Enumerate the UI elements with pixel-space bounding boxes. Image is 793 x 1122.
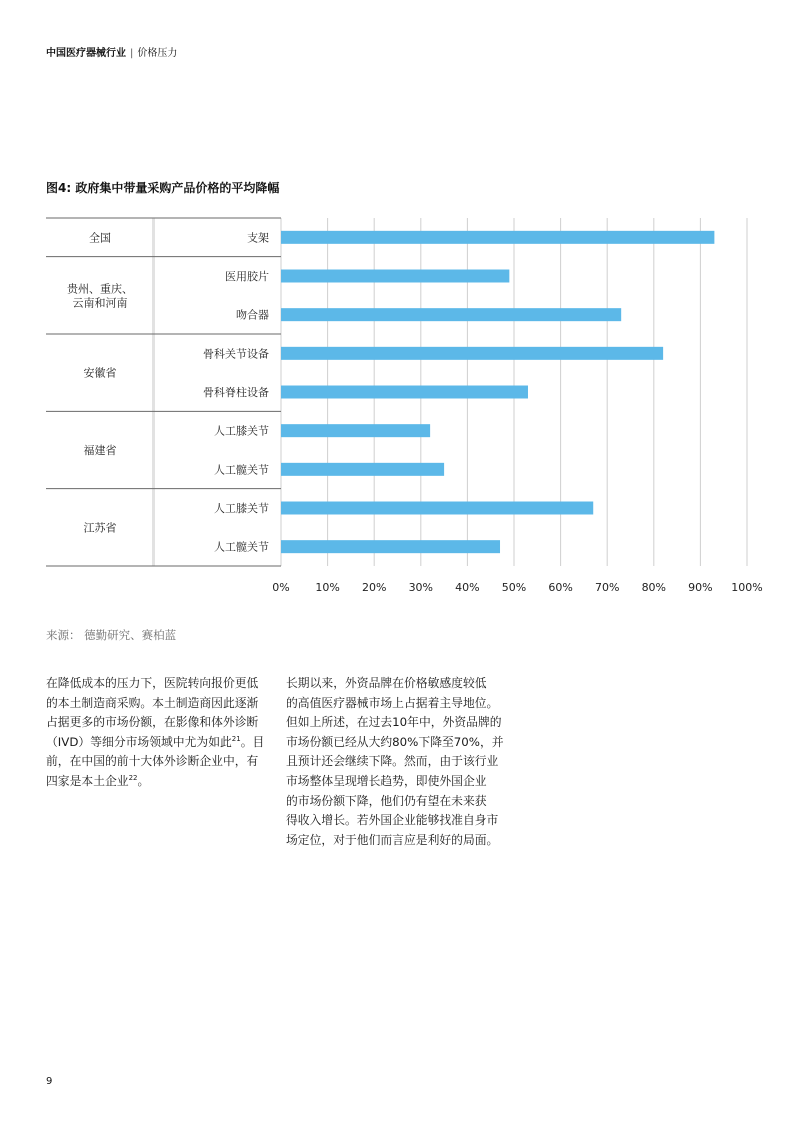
region-label: 全国 xyxy=(89,231,111,245)
left-line-6-end: 。 xyxy=(137,773,150,788)
category-label: 医用胶片 xyxy=(225,270,269,283)
column-separator xyxy=(152,218,155,566)
x-tick-label: 60% xyxy=(548,581,573,594)
body-paragraph-right xyxy=(286,674,510,850)
figure-title: 图4: 政府集中带量采购产品价格的平均降幅 xyxy=(46,181,280,195)
right-line-2: 的高值医疗器械市场上占据着主导地位。 xyxy=(286,695,499,710)
report-title: 中国医疗器械行业 xyxy=(46,48,126,59)
x-tick-label: 80% xyxy=(641,581,667,594)
right-line-6: 市场整体呈现增长趋势，即使外国企业 xyxy=(286,773,487,788)
right-line-9: 场定位，对于他们而言应是利好的局面。 xyxy=(286,832,499,847)
x-tick-label: 100% xyxy=(731,581,763,594)
category-label: 人工髋关节 xyxy=(214,540,269,554)
bar xyxy=(281,424,430,437)
page-number: 9 xyxy=(46,1076,53,1087)
right-line-4: 市场份额已经从大约80%下降至70%，并 xyxy=(286,734,504,749)
left-line-5: 前，在中国的前十大体外诊断企业中，有 xyxy=(46,754,259,769)
bar xyxy=(281,540,500,553)
left-line-6: 四家是本土企业 xyxy=(46,773,129,788)
bar xyxy=(281,347,663,360)
x-tick-label: 30% xyxy=(408,581,434,594)
footnote-ref-21: 21 xyxy=(231,734,241,743)
x-tick-label: 0% xyxy=(272,581,290,594)
left-line-4-end: 。目 xyxy=(240,734,265,749)
category-label: 骨科关节设备 xyxy=(203,347,269,361)
x-tick-label: 20% xyxy=(361,581,387,594)
bar xyxy=(281,270,509,283)
category-label: 人工膝关节 xyxy=(214,502,269,515)
section-title: 价格压力 xyxy=(137,48,178,59)
x-tick-label: 40% xyxy=(455,581,480,594)
left-line-2: 的本土制造商采购。本土制造商因此逐渐 xyxy=(46,695,259,710)
right-line-5: 且预计还会继续下降。然而，由于该行业 xyxy=(286,754,499,769)
category-label: 骨科脊柱设备 xyxy=(203,386,269,399)
bar xyxy=(281,308,621,321)
right-line-8: 得收入增长。若外国企业能够找准自身市 xyxy=(286,813,499,828)
region-label: 江苏省 xyxy=(83,521,117,535)
right-line-7: 的市场份额下降，他们仍有望在未来获 xyxy=(286,793,487,808)
region-label: 安徽省 xyxy=(83,366,117,380)
category-label: 人工髋关节 xyxy=(214,463,269,477)
region-label: 云南和河南 xyxy=(72,296,128,310)
x-tick-label: 70% xyxy=(594,581,620,594)
header-separator: | xyxy=(130,48,134,59)
bar xyxy=(281,502,593,515)
category-label: 人工膝关节 xyxy=(214,424,269,438)
x-tick-label: 90% xyxy=(688,581,713,594)
left-line-4: （IVD）等细分市场领域中尤为如此 xyxy=(46,734,232,749)
footnote-ref-22: 22 xyxy=(128,774,138,783)
right-line-1: 长期以来，外资品牌在价格敏感度较低 xyxy=(286,676,487,690)
category-label: 支架 xyxy=(247,231,269,245)
right-line-3: 但如上所述，在过去10年中，外资品牌的 xyxy=(286,715,502,730)
region-label: 贵州、重庆、 xyxy=(67,282,133,296)
region-label: 福建省 xyxy=(83,444,117,457)
bar xyxy=(281,231,714,244)
body-paragraph-left xyxy=(46,674,272,792)
bar xyxy=(281,386,528,399)
x-tick-label: 50% xyxy=(501,581,527,594)
figure-source: 来源： 德勤研究、赛柏蓝 xyxy=(46,628,177,642)
left-line-1: 在降低成本的压力下，医院转向报价更低 xyxy=(46,676,259,690)
bar xyxy=(281,463,444,476)
x-tick-label: 10% xyxy=(315,581,340,594)
left-line-3: 占据更多的市场份额，在影像和体外诊断 xyxy=(46,715,259,730)
category-label: 吻合器 xyxy=(236,308,269,322)
